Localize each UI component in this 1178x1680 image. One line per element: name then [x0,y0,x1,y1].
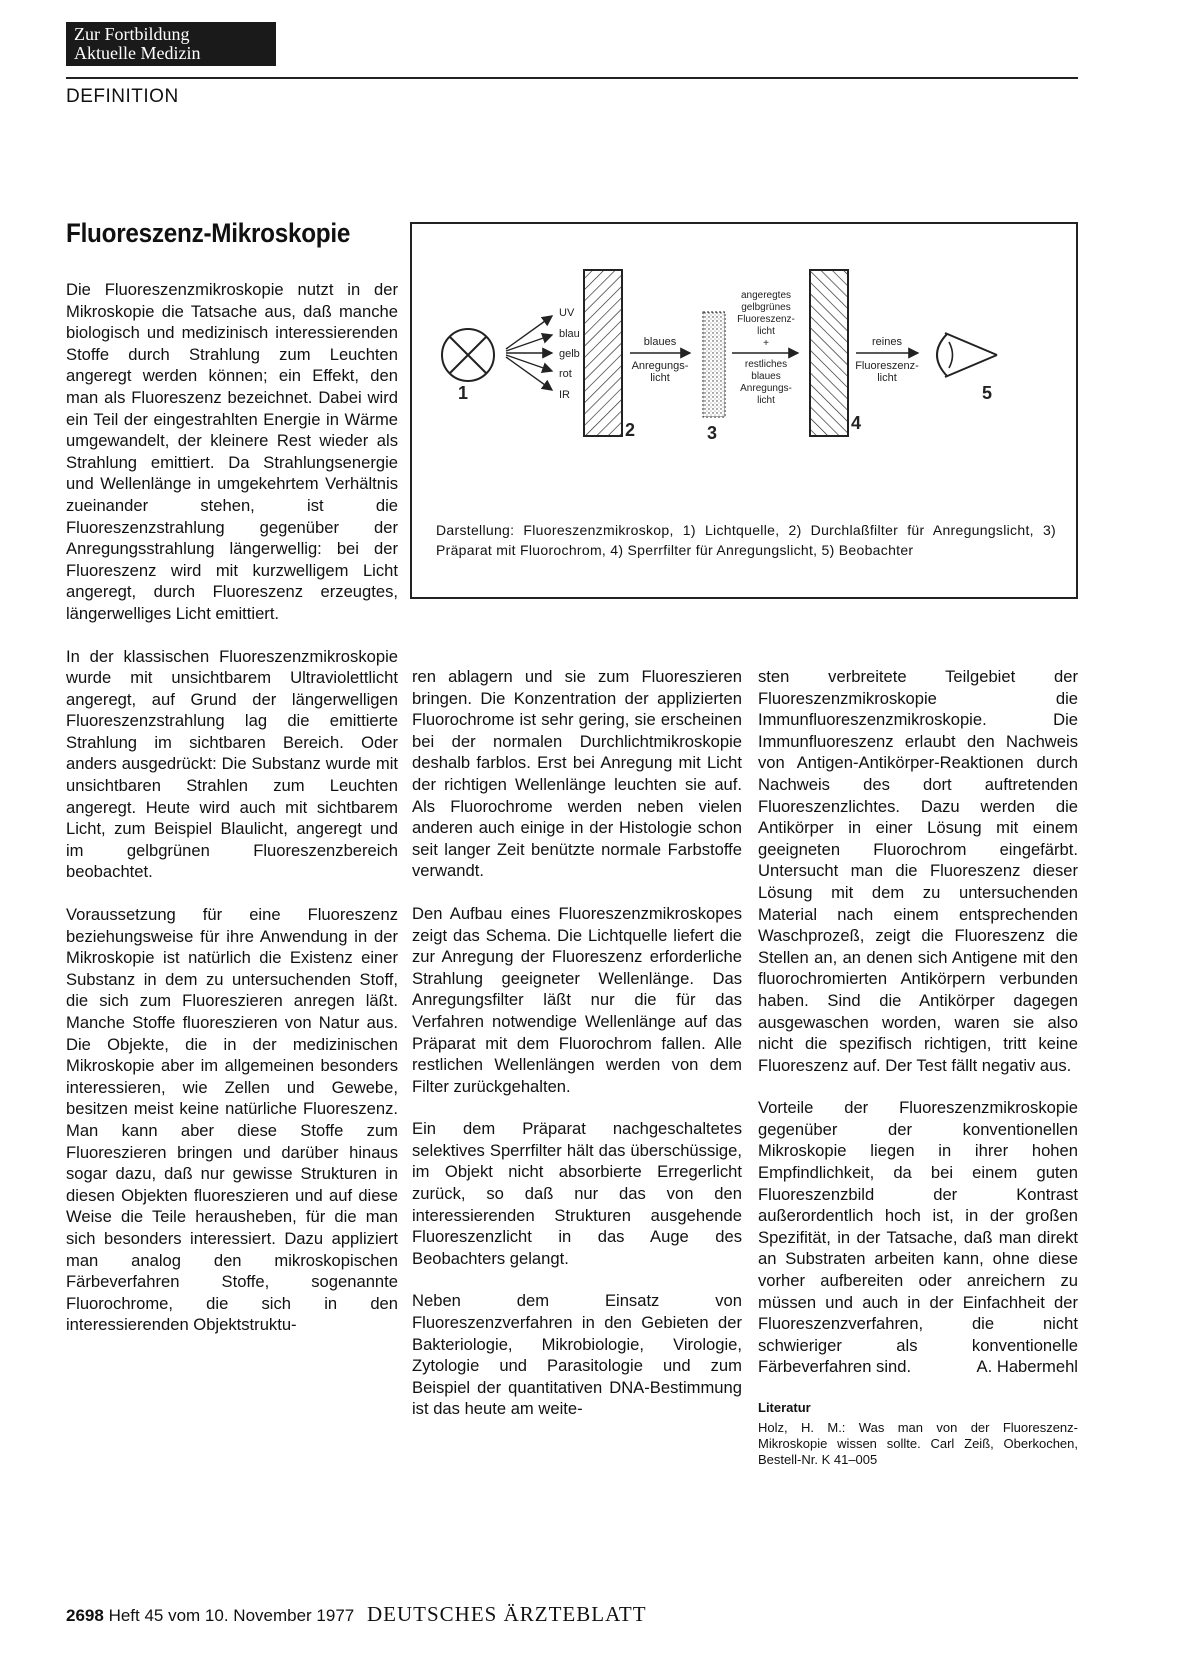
label-mid: gelbgrünes [741,302,791,313]
figure-caption: Darstellung: Fluoreszenzmikroskop, 1) Lichtquelle, 2) Durchlaßfilter für Anregungslicht, 3) Präparat mit Fluorochrom, 4) Sperrfilter für Anregungslicht, 5) Beobachter [436,522,1056,558]
page-footer [66,1602,647,1627]
ray-label: blau [559,328,580,340]
label-mid: restliches [744,359,788,370]
paragraph: Voraussetzung für eine Fluoreszenz beziehungsweise für ihre Anwendung in der Mikroskopie ist natürlich die Existenz einer Substanz in dem zu untersuchenden Stoff, die sich zum Fluoreszieren anregen läßt. Manche Stoffe fluoreszieren von Natur aus. Die Objekte, die in der medizinischen Mikroskopie aber im allgemeinen besonders interessieren, wie Zellen und Gewebe, besitzen meist keine natürliche Fluoreszenz. Man kann aber diese Stoffe zum Fluoreszieren bringen und darüber hinaus sogar dazu, daß nur gewisse Strukturen in diesen Objekten fluoreszieren und auf diese Weise die Teile herausheben, für die man sich besonders interessiert. Dazu appliziert man analog den mikroskopischen Färbeverfahren Stoffe, sogenannte Fluorochrome, die sich in den interessierenden Objektstruktu- [66,905,398,1335]
eye-icon [937,333,997,377]
rubric-line-2: Aktuelle Medizin [74,43,201,63]
literature-reference: Holz, H. M.: Was man von der Fluoreszenz-Mikroskopie wissen sollte. Carl Zeiß, Oberkochen, Bestell-Nr. K 41–005 [758,1420,1078,1467]
label-pure: licht [877,372,897,384]
microscope-diagram [410,222,1078,599]
label-mid: angeregtes [740,290,792,301]
number-1: 1 [458,383,469,403]
ray-label: rot [559,368,572,380]
author-signature: A. Habermehl [976,1357,1078,1377]
number-2: 2 [625,420,636,440]
paragraph: Neben dem Einsatz von Fluoreszenzverfahren in den Gebieten der Bakteriologie, Mikrobiologie, Virologie, Zytologie und Parasitologie und zum Beispiel der quantitativen DNA-Bestimmung ist das heute am weite- [412,1291,742,1419]
label-pure: reines [872,336,902,348]
paragraph: Den Aufbau eines Fluoreszenzmikroskopes zeigt das Schema. Die Lichtquelle liefert die zur Anregung der Fluoreszenz erforderliche Strahlung geeigneter Wellenlänge. Das Anregungsfilter läßt nur die für das Verfahren notwendige Wellenlänge auf das Präparat mit dem Fluorochrom fallen. Alle restlichen Wellenlängen werden von dem Filter zurückgehalten. [412,903,742,1096]
label-pure: Fluoreszenz- [855,360,919,372]
label-mid: Anregungs- [740,383,792,394]
paragraph: In der klassischen Fluoreszenzmikroskopie wurde mit unsichtbarem Ultraviolettlicht angeregt, auf Grund der längerwelligen Fluoreszenzstrahlung lag die emittierte Strahlung im sichtbaren Bereich. Oder anders ausgedrückt: Die Substanz wurde mit unsichtbaren Strahlen zum Leuchten angeregt. Heute wird auch mit sichtbarem Licht, zum Beispiel Blaulicht, angeregt und im gelbgrünen Fluoreszenzbereich beobachtet. [66,646,398,882]
article-title: Fluoreszenz-Mikroskopie [66,218,351,248]
number-4: 4 [851,413,862,433]
paragraph: ren ablagern und sie zum Fluoreszieren bringen. Die Konzentration der applizierten Fluorochrome ist sehr gering, sie erscheinen bei der normalen Durchlichtmikroskopie deshalb farblos. Erst bei Anregung mit Licht der richtigen Wellenlänge leuchten sie auf. Als Fluorochrome werden neben vielen anderen auch einige in der Histologie schon seit langer Zeit benützte normale Farbstoffe verwandt. [412,667,742,881]
column-3 [758,666,1078,1468]
ray-label: gelb [559,348,580,360]
paragraph: sten verbreitete Teilgebiet der Fluoreszenzmikroskopie die Immunfluoreszenzmikroskopie. Die Immunfluoreszenz erlaubt den Nachweis von Antigen-Antikörper-Reaktionen durch Nachweis des dort auftretenden Fluoreszenzlichtes. Dazu werden die Antikörper in einer Lösung mit einem geeigneten Fluorochrom eingefärbt. Untersucht man die Fluoreszenz dieser Lösung mit dem zu untersuchenden Material nach einem entsprechenden Waschprozeß, zeigt die Fluoreszenz die Stellen an, an denen sich Antigene mit den fluorochromierten Antikörpern verbunden haben. Sind die Antikörper dagegen ausgewaschen worden, waren sie also nicht die spezifisch richtigen, tritt keine Fluoreszenz auf. Der Test fällt negativ aus. [758,667,1078,1075]
light-rays [506,316,552,390]
ray-label: UV [559,307,575,319]
journal-name: DEUTSCHES ÄRZTEBLATT [366,1602,647,1626]
specimen-slide [703,312,725,417]
column-1 [66,279,398,1357]
page-number: 2698 [66,1606,104,1625]
label-blue: licht [650,372,670,384]
number-3: 3 [707,423,718,443]
number-5: 5 [982,383,993,403]
rubric-box [66,22,276,66]
paragraph [758,1097,1078,1378]
label-mid: Fluoreszenz- [737,314,795,325]
ray-label: IR [559,389,570,401]
paragraph: Die Fluoreszenzmikroskopie nutzt in der Mikroskopie die Tatsache aus, daß manche biologisch und medizinisch interessierenden Stoffe durch Strahlung zum Leuchten angeregt werden können; ein Effekt, den man als Fluoreszenz bezeichnet. Dabei wird ein Teil der eingestrahlten Energie in Wärme umgewandelt, der kleinere Rest wieder als Strahlung emittiert. Da Strahlungsenergie und Wellenlänge in umgekehrtem Verhältnis zueinander stehen, ist die Fluoreszenzstrahlung gegenüber der Anregungsstrahlung längerwellig: bei der Fluoreszenz wird mit kurzwelligem Licht angeregt, durch Fluoreszenz erzeugtes, längerwelliges Licht emittiert. [66,280,398,623]
paragraph-text: Vorteile der Fluoreszenzmikroskopie gegenüber der konventionellen Mikroskopie liegen in ihrer hohen Empfindlichkeit, da bei einem guten Fluoreszenzbild der Kontrast außerordentlich hoch ist, in der großen Spezifität, in der Tatsache, daß man direkt an Substraten arbeiten kann, ohne diese vorher aufbereiten oder anreichern zu müssen und auch in der Einfachheit der Fluoreszenzverfahren, die nicht schwieriger als konventionelle Färbeverfahren sind. [758,1098,1078,1377]
literature-heading: Literatur [758,1400,811,1415]
header-rule [66,77,1078,79]
light-source-icon [442,329,494,381]
label-mid: blaues [751,371,781,382]
issue-info: Heft 45 vom 10. November 1977 [108,1606,355,1625]
label-mid: + [763,338,769,349]
excitation-filter [584,270,622,436]
rubric-line-1: Zur Fortbildung [74,24,190,44]
column-2 [412,666,742,1441]
section-label: DEFINITION [66,86,179,107]
label-blue: Anregungs- [631,360,689,372]
label-mid: licht [757,395,775,406]
label-mid: licht [757,326,775,337]
barrier-filter [810,270,848,436]
label-blue: blaues [643,336,677,348]
paragraph: Ein dem Präparat nachgeschaltetes selektives Sperrfilter hält das überschüssige, im Objekt nicht absorbierte Erregerlicht zurück, so daß nur das von den interessierenden Strukturen ausgehende Fluoreszenzlicht in das Auge des Beobachters gelangt. [412,1119,742,1268]
